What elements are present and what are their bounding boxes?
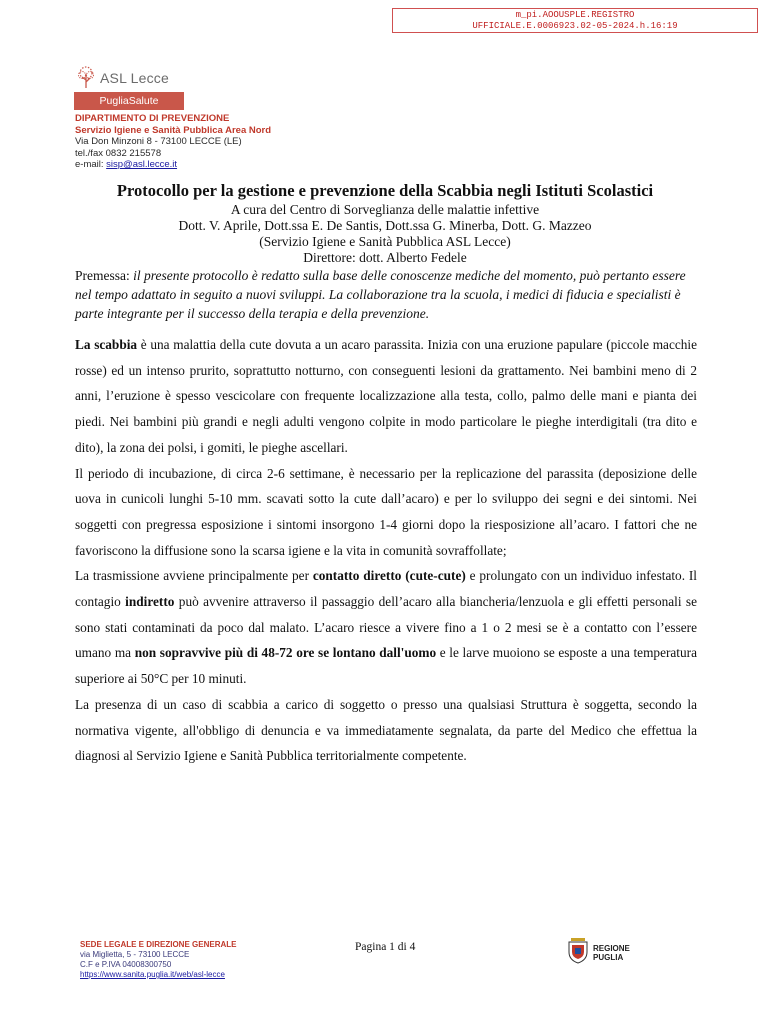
p3-bold-1: contatto diretto (cute-cute): [312, 568, 466, 584]
logo-brand: ASL Lecce: [100, 70, 169, 86]
stamp-line-1: m_pi.AOOUSPLE.REGISTRO: [515, 10, 635, 20]
regione-puglia-logo: [567, 936, 647, 964]
department-email-row: [75, 159, 271, 171]
document-title: Protocollo per la gestione e prevenzione della Scabbia negli Istituti Scolastici: [116, 181, 654, 200]
stamp-line-2: UFFICIALE.E.0006923.02-05-2024.h.16:19: [472, 21, 678, 31]
p1-text: è una malattia della cute dovuta a un acaro parassita. Inizia con una eruzione papulare (piccole macchie rosse) ed un intenso prurito, soprattutto notturno, con conseguenti lesioni da grattamento. Nei bambini meno di 2 anni, l’eruzione è spesso vescicolare con frequente localizzazione alla testa, collo, palmo delle mani e pianta dei piedi. Nei bambini più grandi e negli adulti vengono colpite in modo particolare le pieghe interdigitali (tra dito e dito), la zona dei polsi, i gomiti, le pieghe ascellari.: [75, 337, 697, 455]
asl-lecce-logo: [72, 66, 188, 112]
p3-bold-2: indiretto: [125, 594, 175, 610]
department-header: [75, 113, 271, 171]
department-service: Servizio Igiene e Sanità Pubblica Area Nord: [75, 124, 272, 136]
footer-legal: [80, 940, 236, 980]
email-link[interactable]: sisp@asl.lecce.it: [106, 159, 178, 170]
footer-address: via Miglietta, 5 - 73100 LECCE: [80, 950, 190, 959]
p3-bold-3: non sopravvive più di 48-72 ore se lontano dall'uomo: [134, 645, 437, 661]
p3-part-c: e prolungato con un individuo infestato. Il contagio: [75, 568, 697, 610]
p3-part-d: può avvenire attraverso il passaggio dell’acaro alla biancheria/lenzuola e gli effetti personali se sono stati contaminati da poco dal malato. L’acaro riesce a vivere fino a 1 o 2 mesi se è a contatto con l’essere umano ma: [75, 594, 697, 661]
p1-bold: La scabbia: [75, 337, 138, 352]
footer-vat: C.F e P.IVA 04008300750: [80, 960, 172, 969]
regione-line-1: REGIONE: [593, 944, 630, 953]
page-number: Pagina 1 di 4: [355, 941, 416, 953]
regione-puglia-emblem-icon: [567, 936, 589, 964]
document-director: Direttore: dott. Alberto Fedele: [303, 250, 467, 265]
footer-legal-title: SEDE LEGALE E DIREZIONE GENERALE: [80, 940, 237, 949]
document-service: (Servizio Igiene e Sanità Pubblica ASL Lecce): [259, 234, 511, 249]
regione-text: [593, 944, 630, 962]
document-subtitle: A cura del Centro di Sorveglianza delle malattie infettive: [230, 202, 540, 217]
premessa-label: Premessa:: [75, 268, 134, 283]
document-authors: Dott. V. Aprile, Dott.ssa E. De Santis, Dott.ssa G. Minerba, Dott. G. Mazzeo: [178, 218, 592, 233]
tree-icon: [76, 66, 96, 90]
department-name: DIPARTIMENTO DI PREVENZIONE: [75, 113, 230, 124]
premessa: [75, 266, 699, 323]
paragraph-3: [75, 563, 697, 692]
paragraph-1: [75, 332, 697, 461]
p3-part-a: La trasmissione avviene principalmente per: [75, 568, 313, 584]
email-label: e-mail:: [75, 159, 107, 170]
logo-band: PugliaSalute: [74, 92, 184, 110]
p3-part-e: e le larve muoiono se esposte a una temperatura superiore ai 50°C per 10 minuti.: [75, 645, 697, 687]
paragraph-2: Il periodo di incubazione, di circa 2-6 settimane, è necessario per la replicazione del parassita (deposizione delle uova in cunicoli lunghi 5-10 mm. scavati sotto la cute dall’acaro) e per lo sviluppo dei segni e dei sintomi. Nei soggetti con pregressa esposizione i sintomi insorgono 1-4 giorni dopo la riesposizione all’acaro. I fattori che ne favoriscono la diffusione sono la scarsa igiene e la vita in comunità sovraffollate;: [75, 465, 697, 558]
paragraph-4: La presenza di un caso di scabbia a carico di soggetto o presso una qualsiasi Struttura è soggetta, secondo la normativa vigente, all'obbligo di denuncia e va immediatamente segnalata, da parte del Medico che effettua la diagnosi al Servizio Igiene e Sanità Pubblica territorialmente competente.: [75, 696, 697, 764]
department-address: Via Don Minzoni 8 - 73100 LECCE (LE): [75, 136, 242, 147]
regione-line-2: PUGLIA: [593, 953, 624, 962]
footer-url[interactable]: https://www.sanita.puglia.it/web/asl-lecce: [80, 970, 225, 979]
department-phone: tel./fax 0832 215578: [75, 147, 162, 159]
premessa-text: il presente protocollo è redatto sulla base delle conoscenze mediche del momento, può pertanto essere nel tempo adattato in seguito a nuovi sviluppi. La collaborazione tra la scuola, i medici di fiducia e specialisti è parte integrante per il successo della terapia e della prevenzione.: [75, 268, 686, 321]
protocol-stamp: [392, 8, 758, 33]
document-body: [75, 332, 697, 769]
